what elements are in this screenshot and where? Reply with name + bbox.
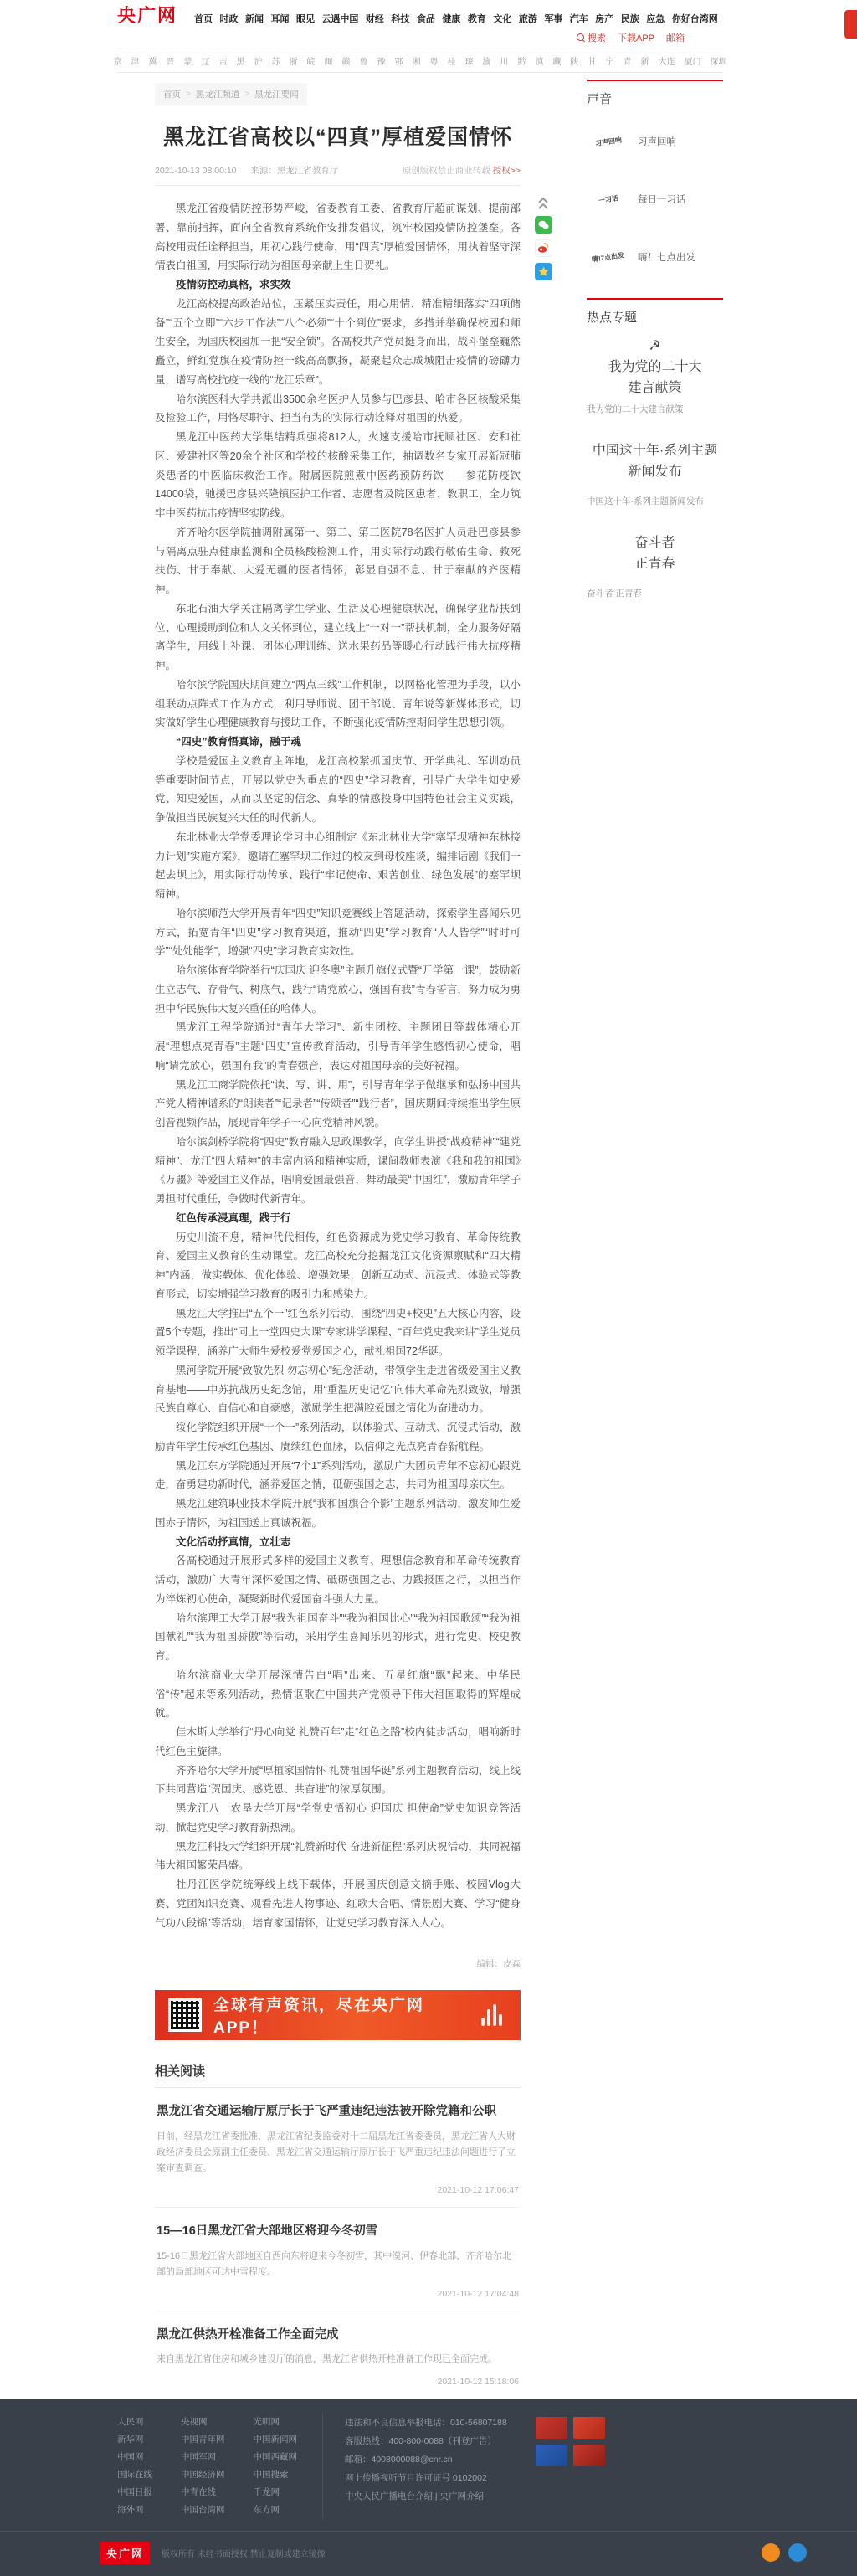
region-link[interactable]: 辽	[201, 58, 210, 67]
footer-cnr-logo[interactable]: 央广网	[100, 2542, 150, 2564]
nav-item[interactable]: 旅游	[518, 14, 537, 24]
share-rail	[534, 197, 552, 280]
breadcrumb-separator: >	[244, 90, 250, 99]
footer-link[interactable]: 中国青年网	[181, 2434, 225, 2445]
region-link[interactable]: 桂	[447, 58, 456, 67]
hot-topic-card[interactable]	[587, 520, 723, 599]
sound-item-label: 每日一习话	[638, 195, 686, 205]
footer-link[interactable]: 中国日报	[117, 2486, 152, 2497]
article-paragraph: 齐齐哈尔大学开展“厚植家国情怀 礼赞祖国华诞”系列主题教育活动，线上线下共同营造“贺国庆、感党恩、共奋进”的浓厚氛围。	[155, 1764, 521, 1796]
region-link[interactable]: 赣	[341, 58, 351, 67]
region-link[interactable]: 深圳	[710, 58, 727, 67]
footer-links	[117, 2414, 297, 2519]
related-item-summary: 来自黑龙江省住房和城乡建设厅的消息，黑龙江省供热开栓准备工作现已全面完成。	[157, 2354, 497, 2365]
nav-item[interactable]: 军事	[544, 14, 563, 24]
article-paragraph: 疫情防控动真格，求实效	[176, 279, 291, 291]
region-link[interactable]: 青	[623, 58, 632, 67]
hot-topic-banner: 中国这十年·系列主题 新闻发布	[592, 444, 718, 479]
related-header: 相关阅读	[155, 2062, 521, 2088]
footer-link[interactable]: 中国西藏网	[253, 2451, 297, 2462]
search-icon	[577, 33, 585, 42]
footer-copyright: 版权所有 未经书面授权 禁止复制或建立镜像	[162, 2549, 326, 2559]
footer-link-column	[254, 2414, 298, 2519]
app-tile[interactable]	[536, 2445, 567, 2466]
related-reading	[155, 2062, 521, 2398]
qr-code	[168, 1998, 202, 2032]
region-link[interactable]: 蒙	[183, 58, 192, 67]
sound-item[interactable]	[587, 175, 723, 224]
hot-topic-card[interactable]	[587, 428, 723, 507]
app-tile[interactable]	[536, 2417, 567, 2439]
sound-item-thumbnail: 习声回响	[594, 136, 623, 147]
region-link[interactable]: 粤	[429, 58, 439, 67]
nav-item[interactable]: 应急	[646, 14, 665, 24]
main-nav	[194, 12, 723, 25]
region-link[interactable]: 沪	[254, 58, 263, 67]
weibo-share-icon[interactable]	[535, 239, 552, 257]
related-item-title[interactable]: 15—16日黑龙江省大部地区将迎今冬初雪	[157, 2224, 378, 2239]
sound-section	[587, 80, 723, 281]
sound-item-label: 习声回响	[638, 137, 676, 147]
region-link[interactable]: 渝	[482, 58, 491, 67]
nav-item[interactable]: 你好台湾网	[671, 14, 718, 24]
qzone-share-icon[interactable]	[535, 263, 552, 280]
footer-link[interactable]: 光明网	[253, 2416, 280, 2427]
sound-item[interactable]	[587, 233, 723, 281]
sound-item-thumbnail: 嗨!7点出发	[592, 250, 625, 264]
region-link[interactable]: 黑	[236, 58, 245, 67]
article-paragraph: 齐齐哈尔医学院抽调附属第一、第二、第三医院78名医护人员赴巴彦县参与隔离点驻点健康监测和全员核酸检测工作，用实际行动践行敬佑生命、救死扶伤、甘于奉献、大爱无疆的医者情怀，彰显自强不息、甘于奉献的齐医精神。	[155, 526, 521, 595]
region-link[interactable]: 陕	[570, 58, 579, 67]
article-paragraph: 哈尔滨剑桥学院将“四史”教育融入思政课教学，向学生讲授“战疫精神”“建党精神”、龙江“四大精神”的丰富内涵和精神实质，课间教师表演《我和我的祖国》《万疆》等爱国主义作品，唱响爱国最强音，舞动最美“中国红”，激励青年学子勇担时代重任，争做时代新青年。	[155, 1135, 521, 1205]
region-link[interactable]: 川	[500, 58, 509, 67]
cnr-logo[interactable]: 央广网	[117, 5, 178, 26]
region-link[interactable]: 京	[113, 58, 122, 67]
editor-line: 编辑：皮森	[476, 1959, 521, 1970]
article-paragraph: 哈尔滨商业大学开展深情告白“唱”出来、五星红旗“飘”起来、中华民俗“传”起来等系列活动，热情讴歌在中国共产党领导下伟大祖国取得的辉煌成就。	[155, 1668, 521, 1720]
nav-item[interactable]: 云遇中国	[321, 14, 359, 24]
footer-link[interactable]: 中国台湾网	[181, 2504, 225, 2515]
app-tile[interactable]	[573, 2417, 605, 2439]
nav-item[interactable]: 健康	[442, 14, 461, 24]
article-paragraph: 红色传承浸真理，践于行	[176, 1211, 291, 1224]
footer-contact-line: 客服热线：400-800-0088（刊登广告）	[345, 2435, 496, 2446]
nav-item[interactable]: 新闻	[244, 14, 264, 24]
footer-contact-line: 违法和不良信息举报电话：010-56807188	[345, 2417, 507, 2428]
related-item-title[interactable]: 黑龙江省交通运输厅原厅长于飞严重违纪违法被开除党籍和公职	[157, 2105, 496, 2119]
footer-link[interactable]: 央视网	[181, 2416, 208, 2427]
footer-link[interactable]: 千龙网	[253, 2486, 280, 2497]
article-paragraph: 东北石油大学关注隔离学生学业、生活及心理健康状况，确保学业帮扶到位、心理援助到位和人文关怀到位，建立线上“一对一”帮扶机制，全力服务好隔离学生，用线上补课、团体心理训练、送水果药品等暖心行动践行伟大抗疫精神。	[155, 602, 521, 671]
hot-topics-header: 热点专题	[587, 311, 638, 325]
region-link[interactable]: 津	[131, 58, 140, 67]
article-paragraph: 哈尔滨体育学院举行“庆国庆 迎冬奥”主题升旗仪式暨“开学第一课”，鼓励新生立志气、存骨气、树底气，践行“请党放心，强国有我”青春誓言，努力成为勇担中华民族伟大复兴重任的哈体人。	[155, 964, 521, 1015]
region-link[interactable]: 豫	[377, 58, 386, 67]
article-paragraph: 学校是爱国主义教育主阵地，龙江高校紧抓国庆节、开学典礼、军训动员等重要时间节点，开展以党史为重点的“四史”学习教育，引导广大学生知史爱党、知史爱国，从而以坚定的信念、真挚的情感投身中国特色社会主义实践，争做担当民族复兴大任的时代新人。	[155, 754, 521, 824]
nav-item[interactable]: 文化	[493, 14, 512, 24]
footer-link[interactable]: 新华网	[117, 2434, 144, 2445]
article-paragraph: 黑河学院开展“致敬先烈 勿忘初心”纪念活动，带领学生走进省级爱国主义教育基地——中苏抗战历史纪念馆，用“重温历史记忆”向伟大革命先烈致敬，增强民族自尊心、自信心和自豪感，激励学生把满腔爱国之情化为奋进动力。	[155, 1364, 521, 1415]
nav-item[interactable]: 民族	[620, 14, 639, 24]
region-link[interactable]: 大连	[658, 58, 675, 67]
sound-item-label: 嗨！七点出发	[638, 253, 695, 263]
main-content	[117, 73, 723, 2399]
region-link[interactable]: 甘	[588, 58, 597, 67]
nav-item[interactable]: 教育	[467, 14, 486, 24]
article-paragraph: 龙江高校提高政治站位，压紧压实责任，用心用情、精准精细落实“四项储备”“五个立即”“六步工作法”“八个必须”“十个到位”要求，多措并举确保校园和师生安全，为国庆校园加一把“安全锁”。各高校共产党员挺身而出，战斗堡垒巍然矗立，鲜红党旗在疫情防控一线高高飘扬，凝聚起众志成城阻击疫情的磅礴力量，谱写高校抗疫一线的“龙江乐章”。	[155, 297, 521, 386]
footer-contact-line: 中央人民广播电台介绍 | 央广网介绍	[345, 2491, 485, 2501]
download-app-link[interactable]: 下载APP	[617, 33, 654, 44]
footer-link[interactable]: 人民网	[117, 2416, 144, 2427]
region-link[interactable]: 鄂	[394, 58, 403, 67]
related-item	[155, 2208, 521, 2311]
article-paragraph: 黑龙江科技大学组织开展“礼赞新时代 奋进新征程”系列庆祝活动，共同祝福伟大祖国繁荣昌盛。	[155, 1840, 521, 1872]
nav-item[interactable]: 眼见	[295, 14, 315, 24]
article-paragraph: 黑龙江工商学院依托“读、写、讲、用”，引导青年学子做继承和弘扬中国共产党人精神谱系的“朗读者”“记录者”“传颂者”“践行者”，国庆期间持续推出学生原创音视频作品，展现青年学子一心向党精神风貌。	[155, 1078, 521, 1129]
wechat-share-icon[interactable]	[535, 216, 552, 234]
hot-topic-card[interactable]	[587, 336, 723, 415]
region-link[interactable]: 藏	[552, 58, 562, 67]
article-title: 黑龙江省高校以“四真”厚植爱国情怀	[162, 126, 512, 149]
region-link[interactable]: 浙	[289, 58, 298, 67]
footer-link-column	[117, 2414, 152, 2519]
article-paragraph: 哈尔滨理工大学开展“我为祖国奋斗”“我为祖国比心”“我为祖国歌颂”“我为祖国献礼”“我为祖国骄傲”等活动，采用学生喜闻乐见的形式，进行党史、校史教育。	[155, 1612, 521, 1662]
article-paragraph: 牡丹江医学院统筹线上线下载体，开展国庆创意文摘手账、校园Vlog大赛、党团知识竞赛、观看先进人物事迹、红歌大合唱、情景剧大赛、学习“健身气功八段锦”等活动，培育家国情怀，让党史学习教育深入人心。	[155, 1879, 521, 1929]
hot-topic-caption: 中国这十年·系列主题新闻发布	[587, 496, 704, 506]
app-tile[interactable]	[573, 2445, 605, 2466]
region-link[interactable]: 晋	[166, 58, 175, 67]
breadcrumb	[155, 83, 307, 105]
region-link[interactable]: 吉	[218, 58, 228, 67]
related-item-summary: 日前，经黑龙江省委批准，黑龙江省纪委监委对十二届黑龙江省委委员，黑龙江省人大财政经济委员会原副主任委员、黑龙江省交通运输厅原厅长于飞严重违纪违法问题进行了立案审查调查。	[157, 2131, 516, 2174]
sound-section-header: 声音	[587, 92, 613, 106]
region-nav	[113, 49, 727, 73]
hot-topic-caption: 我为党的二十大建言献策	[587, 404, 684, 414]
related-item-date: 2021-10-12 17:04:48	[437, 2289, 519, 2300]
mailbox-link[interactable]: 邮箱	[666, 33, 685, 44]
weibo-circle-icon[interactable]	[762, 2543, 780, 2562]
breadcrumb-section[interactable]: 黑龙江要闻	[254, 90, 299, 100]
article-paragraph: 历史川流不息，精神代代相传，红色资源成为党史学习教育、革命传统教育、爱国主义教育的生动课堂。龙江高校充分挖掘龙江文化资源禀赋和“四大精神”内涵，做实载体、优化体验、增强效果，创新互动式、沉浸式、体验式等教育形式，切实增强学习教育的吸引力和感染力。	[155, 1231, 521, 1300]
app-banner-slogan: 全球有声资讯，尽在央广网APP！	[213, 1997, 425, 2038]
related-item	[155, 2088, 521, 2208]
region-link[interactable]: 滇	[535, 58, 544, 67]
article-paragraph: 黑龙江建筑职业技术学院开展“我和国旗合个影”主题系列活动，激发师生爱国赤子情怀，为祖国送上真诚祝福。	[155, 1498, 521, 1529]
breadcrumb-home[interactable]: 首页	[163, 90, 181, 100]
footer-link[interactable]: 中国搜索	[253, 2469, 289, 2480]
article-column	[155, 80, 521, 2399]
footer-link[interactable]: 东方网	[253, 2504, 280, 2515]
article-paragraph: 哈尔滨学院国庆期间建立“两点三线”工作机制，以网格化管理为手段，以小组联动点阵式工作为方式，利用导师说、团干部说、青年说等新媒体形式，切实做好学生心理健康教育与援助工作，不断强化疫情防控期间学生思想引领。	[155, 678, 521, 729]
footer-link[interactable]: 海外网	[117, 2504, 144, 2515]
nav-item[interactable]: 耳闻	[270, 14, 290, 24]
region-link[interactable]: 苏	[271, 58, 280, 67]
footer-link[interactable]: 中国新闻网	[253, 2434, 297, 2445]
nav-item[interactable]: 食品	[416, 14, 435, 24]
article-paragraph: 哈尔滨医科大学共派出3500余名医护人员参与巴彦县、哈市各区核酸采集及检验工作，用恪尽职守、担当有为的实际行动诠释对祖国的热爱。	[155, 393, 521, 424]
footer-contact-line: 网上传播视听节目许可证号 0102002	[345, 2472, 487, 2483]
article-paragraph: 黑龙江大学推出“五个一”红色系列活动，围绕“四史+校史”五大核心内容，设置5个专题，推出“同上一堂四史大课”专家讲学课程、“百年党史我来讲”学生党员领学课程，涵养广大师生爱校爱党爱国之心，献礼祖国72华诞。	[155, 1307, 521, 1357]
article-paragraph: 东北林业大学党委理论学习中心组制定《东北林业大学“塞罕坝精神东林接力计划”实施方案》，邀请在塞罕坝工作过的校友到母校座谈，编排话剧《我们一起去坝上》，用实际行动传承、践行“牢记使命、艰苦创业、绿色发展”的塞罕坝精神。	[155, 830, 521, 900]
sound-wave-icon	[481, 2004, 507, 2026]
sound-item[interactable]	[587, 117, 723, 166]
copyright-note: 原创版权禁止商业转载	[402, 166, 490, 176]
article-paragraph: 绥化学院组织开展“十个一”系列活动，以体验式、互动式、沉浸式活动，激励青年学生传承红色基因、赓续红色血脉，以信仰之光点亮青春新航程。	[155, 1422, 521, 1453]
app-promo-banner[interactable]	[155, 1990, 521, 2040]
article-paragraph: 佳木斯大学举行“丹心向党 礼赞百年”走“红色之路”校内徒步活动，唱响新时代红色主旋律。	[155, 1726, 521, 1757]
edge-red-tab[interactable]	[844, 10, 857, 39]
article-paragraph: 各高校通过开展形式多样的爱国主义教育、理想信念教育和革命传统教育活动，激励广大青年深怀爱国之情、砥砺强国之志、力践报国之行，以担当作为淬炼初心使命，凝聚新时代爱国奋斗强大力量。	[155, 1555, 521, 1605]
footer	[0, 2399, 857, 2576]
article-paragraph: 文化活动抒真情，立壮志	[176, 1535, 291, 1548]
nav-item[interactable]: 财经	[365, 14, 384, 24]
region-link[interactable]: 宁	[605, 58, 614, 67]
footer-contact	[322, 2414, 507, 2519]
top-bar	[113, 0, 727, 73]
region-link[interactable]: 闽	[324, 58, 333, 67]
article-paragraph: “四史”教育悟真谛，融于魂	[176, 736, 302, 748]
region-link[interactable]: 冀	[148, 58, 157, 67]
breadcrumb-separator: >	[186, 90, 191, 99]
hot-topics-section	[587, 298, 723, 599]
nav-item[interactable]: 汽车	[569, 14, 588, 24]
hot-topic-banner: ☭ 我为党的二十大 建言献策	[608, 339, 702, 395]
qq-circle-icon[interactable]	[788, 2543, 807, 2562]
region-link[interactable]: 厦门	[684, 58, 701, 67]
related-item-summary: 15-16日黑龙江省大部地区自西向东将迎来今冬初雪，其中漠河、伊春北部、齐齐哈尔北部的局部地区可达中雪程度。	[157, 2250, 512, 2277]
nav-item[interactable]: 时政	[219, 14, 239, 24]
sidebar	[587, 80, 723, 2399]
hot-topic-caption: 奋斗者 正青春	[587, 589, 642, 599]
authorization-link[interactable]: 授权>>	[492, 166, 521, 176]
region-link[interactable]: 皖	[306, 58, 316, 67]
related-item-date: 2021-10-12 15:18:06	[437, 2376, 519, 2387]
article-paragraph: 哈尔滨师范大学开展青年“四史”知识竞赛线上答题活动，探索学生喜闻乐见方式，拓宽青年“四史”学习教育渠道，推动“四史”学习教育“人人皆学”“时时可学”“处处能学”，增强“四史”学习教育实效性。	[155, 907, 521, 958]
article-source: 来源：黑龙江省教育厅	[250, 166, 339, 176]
region-link[interactable]: 新	[640, 58, 649, 67]
article-paragraph: 黑龙江省疫情防控形势严峻，省委教育工委、省教育厅超前谋划、提前部署、靠前指挥，面向全省教育系统作安排发倡议，筑牢校园疫情防控堡垒。各高校用责任诠释担当，用初心践行使命，用“四真”厚植爱国情怀，用执着坚守深情表白祖国，用实际行动为祖国母亲献上生日贺礼。	[155, 203, 521, 272]
article-meta	[155, 164, 521, 186]
related-item-title[interactable]: 黑龙江供热开栓准备工作全面完成	[157, 2328, 339, 2342]
region-link[interactable]: 黔	[517, 58, 526, 67]
region-link[interactable]: 湘	[412, 58, 421, 67]
article-paragraph: 黑龙江中医药大学集结精兵强将812人，火速支援哈市抚顺社区、安和社区、爱建社区等20余个社区和学校的核酸采集工作，抽调数名专家开展新冠肺炎患者的中医临床救治工作。附属医院煎煮中医药预防药饮——参花防疫饮14000袋，驰援巴彦县兴隆镇医护工作者、志愿者及院区患者、教职工，全力筑牢中医药抗击疫情坚实防线。	[155, 431, 521, 519]
party-emblem-icon: ☭	[649, 339, 661, 353]
footer-link[interactable]: 中国经济网	[181, 2469, 225, 2480]
footer-link-column	[181, 2414, 225, 2519]
footer-link[interactable]: 中国军网	[181, 2451, 216, 2462]
footer-link[interactable]: 国际在线	[117, 2469, 152, 2480]
publish-date: 2021-10-13 08:00:10	[155, 166, 237, 176]
sound-item-thumbnail: 一习话	[598, 193, 619, 205]
nav-item[interactable]: 科技	[391, 14, 410, 24]
breadcrumb-channel[interactable]: 黑龙江频道	[195, 90, 240, 100]
related-item	[155, 2311, 521, 2399]
article-paragraph: 黑龙江东方学院通过开展“7个1”系列活动，激励广大团员青年不忘初心跟党走，奋勇建功新时代，涵养爱国之情，砥砺强国之志，共同为祖国母亲庆生。	[155, 1459, 521, 1491]
footer-app-tiles	[536, 2414, 605, 2519]
region-link[interactable]: 琼	[464, 58, 474, 67]
article-paragraph: 黑龙江工程学院通过“青年大学习”、新生团校、主题团日等载体精心开展“理想点亮青春”主题“四史”宣传教育活动，引导青年学生感悟初心使命，唱响“请党放心，强国有我”的青春强音，表达对祖国母亲的美好祝福。	[155, 1021, 521, 1072]
nav-item[interactable]: 房产	[595, 14, 614, 24]
footer-contact-line: 邮箱：4008000088@cnr.cn	[345, 2454, 453, 2465]
hot-topic-banner: 奋斗者 正青春	[634, 536, 675, 571]
nav-item[interactable]: 首页	[194, 14, 213, 24]
search-link[interactable]: 搜索	[577, 31, 606, 44]
article-paragraph: 黑龙江八一农垦大学开展“学党史悟初心 迎国庆 担使命”党史知识竞答活动，掀起党史学习教育新热潮。	[155, 1802, 521, 1833]
footer-link[interactable]: 中国网	[117, 2451, 144, 2462]
quick-links	[117, 25, 723, 49]
collapse-chevrons-icon[interactable]	[537, 197, 549, 210]
article-body	[155, 199, 521, 1932]
related-item-date: 2021-10-12 17:06:47	[437, 2185, 519, 2196]
region-link[interactable]: 鲁	[359, 58, 368, 67]
footer-link[interactable]: 中青在线	[181, 2486, 216, 2497]
